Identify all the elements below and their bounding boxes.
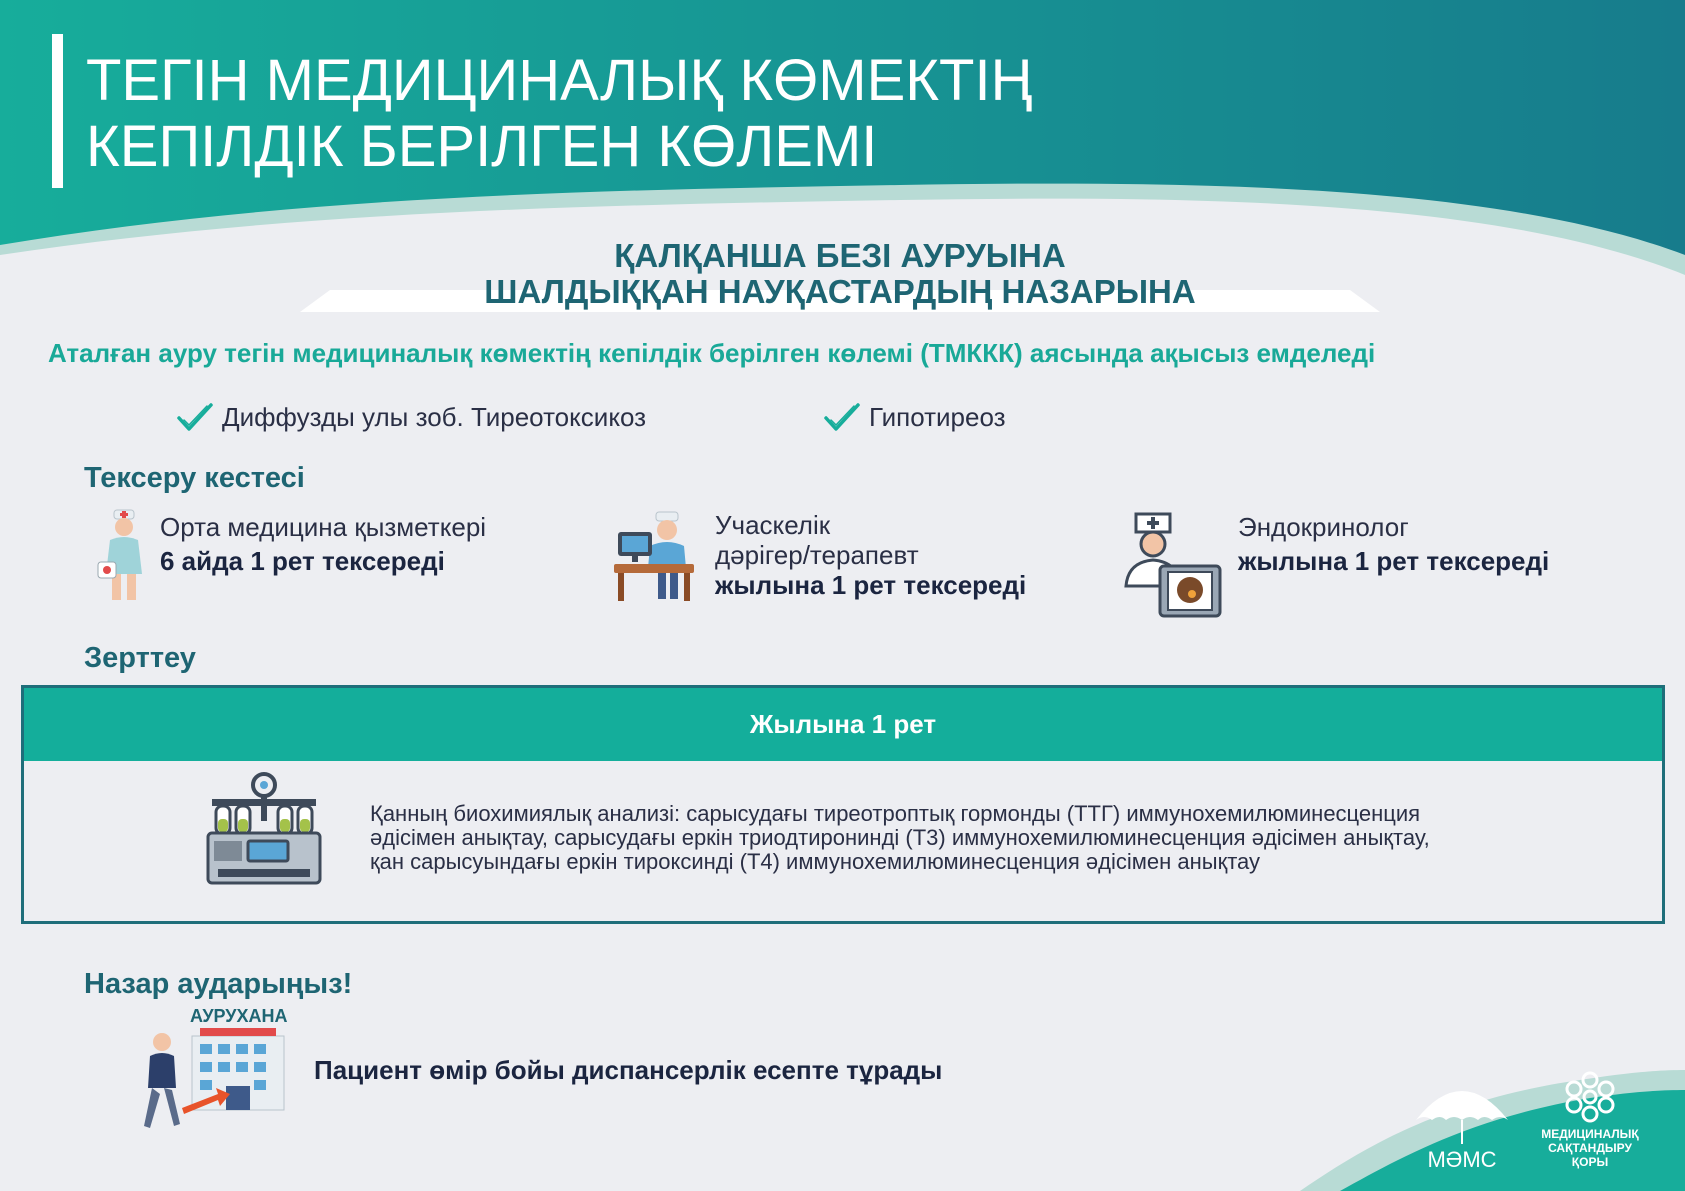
check-icon bbox=[823, 400, 861, 434]
exam-item-district-doctor bbox=[715, 510, 1026, 600]
intro-text: Аталған ауру тегін медициналық көмектің кепілдік берілген көлемі (ТМККК) аясында ақысыз емделеді bbox=[48, 338, 1376, 368]
hospital-label: АУРУХАНА bbox=[190, 1006, 288, 1026]
title-line-2: КЕПІЛДІК БЕРІЛГЕН КӨЛЕМІ bbox=[86, 114, 878, 179]
exam-frequency: жылына 1 рет тексереді bbox=[1238, 546, 1550, 576]
research-frequency: Жылына 1 рет bbox=[24, 688, 1662, 761]
lab-analyzer-icon bbox=[204, 771, 324, 887]
exam-role-line-1: Учаскелік bbox=[715, 510, 831, 540]
patient-to-hospital-icon bbox=[130, 1028, 290, 1132]
exam-frequency: жылына 1 рет тексереді bbox=[715, 570, 1027, 600]
research-section-title: Зерттеу bbox=[84, 642, 196, 674]
diagnosis-item bbox=[176, 400, 646, 434]
nurse-icon bbox=[94, 508, 154, 604]
research-box bbox=[21, 685, 1665, 924]
diagnosis-label: Диффузды улы зоб. Тиреотоксикоз bbox=[222, 401, 647, 432]
exam-frequency: 6 айда 1 рет тексереді bbox=[160, 546, 445, 576]
subtitle-line-1: ҚАЛҚАНША БЕЗІ АУРУЫНА bbox=[614, 237, 1066, 274]
diagnosis-label: Гипотиреоз bbox=[869, 401, 1006, 432]
research-text-line-3: қан сарысуындағы еркін тироксинді (Т4) иммунохемилюминесценция әдісімен анықтау bbox=[370, 849, 1261, 874]
fund-logo-line-1: МЕДИЦИНАЛЫҚ bbox=[1541, 1127, 1639, 1141]
fund-logo-text bbox=[1530, 1127, 1650, 1169]
page-title bbox=[86, 48, 1032, 180]
exam-role: Орта медицина қызметкері bbox=[160, 512, 487, 542]
doctor-at-desk-icon bbox=[614, 508, 694, 604]
fund-logo-line-3: ҚОРЫ bbox=[1571, 1155, 1609, 1169]
attention-text: Пациент өмір бойы диспансерлік есепте тұрады bbox=[314, 1055, 943, 1085]
exam-role-line-2: дәрігер/терапевт bbox=[715, 540, 919, 570]
fund-logo-line-2: САҚТАНДЫРУ bbox=[1548, 1141, 1632, 1155]
title-accent-bar bbox=[52, 34, 63, 188]
exam-item-nurse bbox=[160, 510, 486, 578]
exam-role: Эндокринолог bbox=[1238, 512, 1409, 542]
diagnosis-item bbox=[823, 400, 1006, 434]
research-text-line-1: Қанның биохимиялық анализі: сарысудағы тиреотроптық гормонды (ТТГ) иммунохемилюминесценция bbox=[370, 801, 1421, 826]
check-icon bbox=[176, 400, 214, 434]
attention-title: Назар аударыңыз! bbox=[84, 968, 353, 1000]
research-description bbox=[370, 802, 1620, 874]
subtitle bbox=[300, 238, 1380, 310]
exam-item-endocrinologist bbox=[1238, 510, 1549, 578]
research-text-line-2: әдісімен анықтау, сарысудағы еркін триодтиронинді (Т3) иммунохемилюминесценция әдісімен анықтау, bbox=[370, 825, 1430, 850]
title-line-1: ТЕГІН МЕДИЦИНАЛЫҚ КӨМЕКТІҢ bbox=[86, 48, 1033, 113]
fund-snowflake-logo bbox=[1560, 1068, 1620, 1126]
exam-section-title: Тексеру кестесі bbox=[84, 462, 305, 494]
subtitle-line-2: ШАЛДЫҚҚАН НАУҚАСТАРДЫҢ НАЗАРЫНА bbox=[484, 273, 1196, 310]
mams-umbrella-logo bbox=[1412, 1070, 1512, 1150]
endocrinologist-icon bbox=[1120, 510, 1222, 620]
mams-logo-text: МӘМС bbox=[1427, 1147, 1497, 1172]
